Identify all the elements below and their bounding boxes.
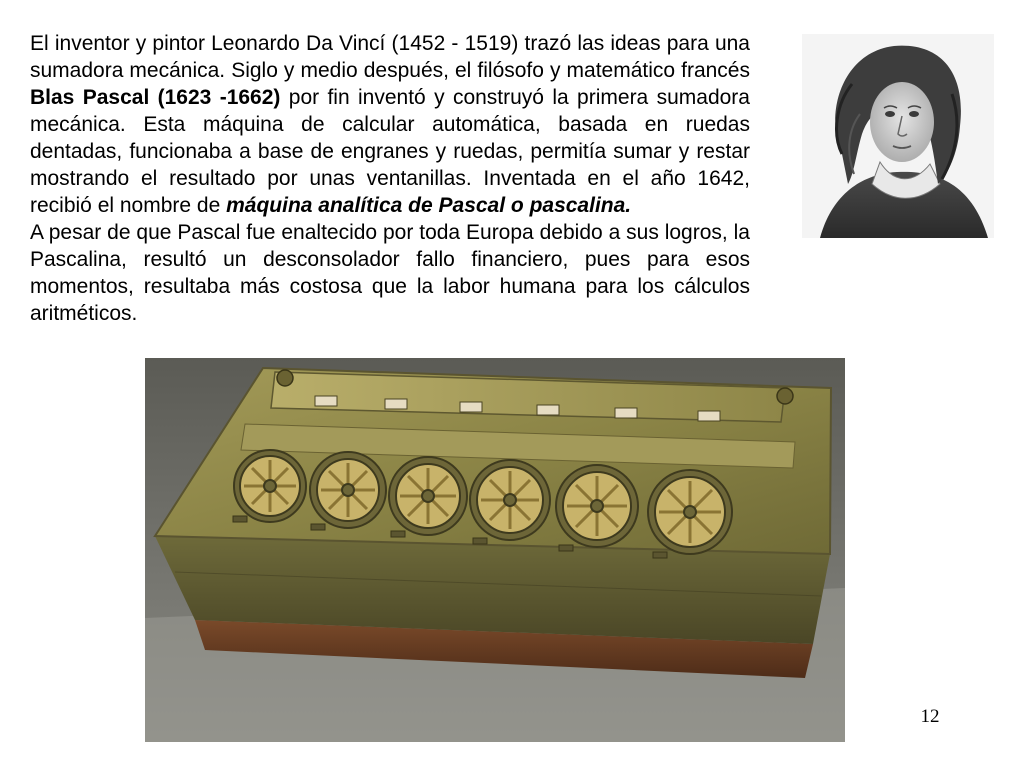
pascaline-machine-image <box>145 358 845 742</box>
machine-name: máquina analítica de Pascal o pascalina. <box>226 194 632 217</box>
page-number: 12 <box>920 706 940 727</box>
paragraph-1-body: por fin inventó y construyó la primera sumadora mecánica. Esta máquina de calcular automática, basada en ruedas dentadas, funcionaba a base de engranes y ruedas, permitía sumar y restar mostrando el resultado por unas ventanillas. Inventada en el año 1642, recibió el nombre de <box>30 86 750 217</box>
paragraph-1-intro: El inventor y pintor Leonardo Da Vincí (1452 - 1519) trazó las ideas para una sumadora mecánica. Siglo y medio después, el filósofo y matemático francés <box>30 32 750 82</box>
body-text <box>30 30 750 327</box>
pascal-portrait-image <box>802 34 994 238</box>
paragraph-2: A pesar de que Pascal fue enaltecido por toda Europa debido a sus logros, la Pascalina, resultó un desconsolador fallo financiero, pues para esos momentos, resultaba más costosa que la labor humana para los cálculos aritméticos. <box>30 221 750 325</box>
paragraph-1 <box>30 30 750 219</box>
pascal-name: Blas Pascal (1623 -1662) <box>30 86 281 109</box>
